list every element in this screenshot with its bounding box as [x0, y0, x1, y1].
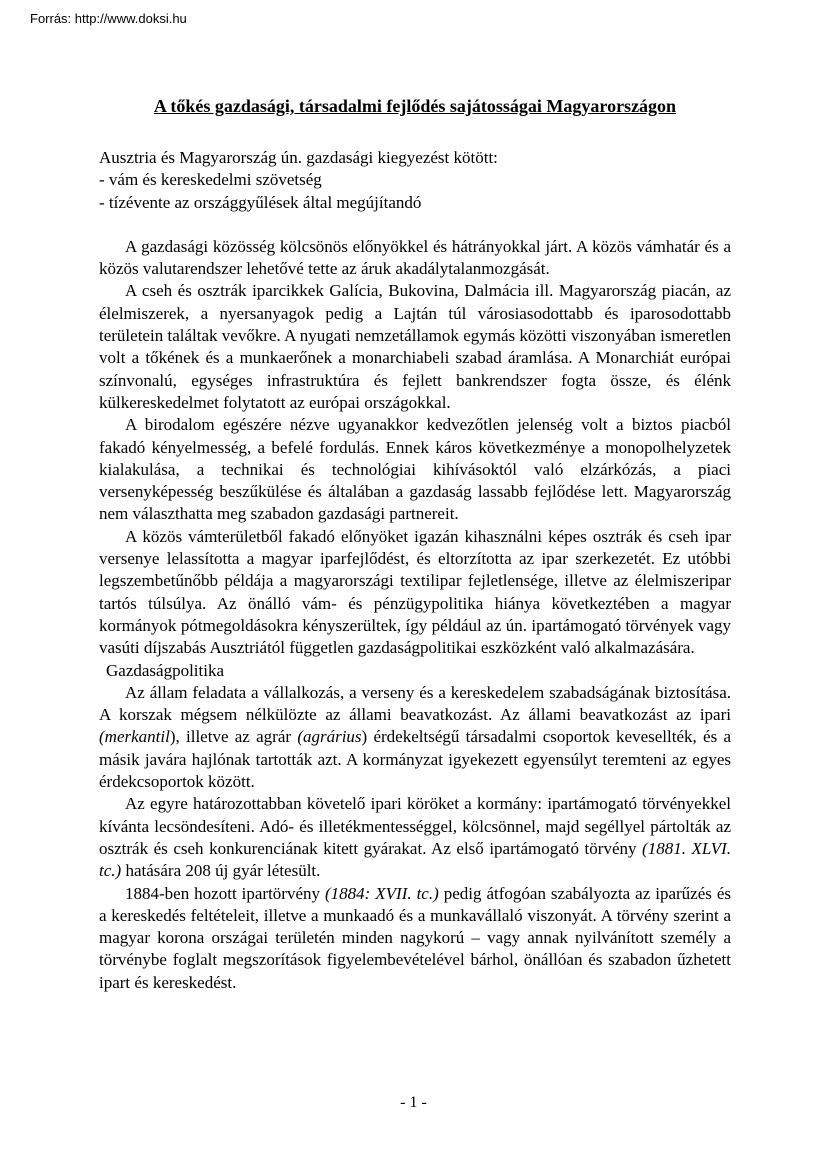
paragraph: Az egyre határozottabban követelő ipari köröket a kormány: ipartámogató törvényekkel kívánta lecsöndesíteni. Adó- és illetékmentességgel, kölcsönnel, majd segéllyel pártolták az osztrák és cseh konkurenciának kitett gyárakat. Az első ipartámogató törvény (1881. XLVI. tc.) hatására 208 új gyár létesült. — [99, 794, 732, 881]
paragraph: 1884-ben hozott ipartörvény (1884: XVII. tc.) pedig átfogóan szabályozta az iparűzés és a kereskedés feltételeit, illetve a munkaadó és a munkavállaló viszonyát. A törvény szerint a magyar korona országai területén minden nagykorú – vagy annak nyilvánított személy a törvénybe foglalt megszorítások figyelembevételével bárhol, önállóan és szabadon űzhetett ipart és kereskedést. — [99, 883, 732, 992]
spacer — [99, 214, 731, 236]
line: Ausztria és Magyarország ún. gazdasági kiegyezést kötött: — [99, 148, 498, 167]
paragraph: A birodalom egészére nézve ugyanakkor kedvezőtlen jelenség volt a biztos piacból fakadó kényelmesség, a befelé fordulás. Ennek káros következménye a monopolhelyzetek kialakulása, a technikai és technológiai kihívásoktól való elzárkózás, a piaci versenyképesség beszűkülése és általában a gazdaság lassabb fejlődése lett. Magyarország nem választhatta meg szabadon gazdasági partnereit. — [99, 415, 731, 524]
document-column — [99, 94, 731, 994]
line: - vám és kereskedelmi szövetség — [99, 170, 322, 190]
source-note: Forrás: http://www.doksi.hu — [30, 11, 187, 26]
page-title: A tőkés gazdasági, társadalmi fejlődés sajátosságai Magyarországon — [153, 96, 677, 116]
line: - tízévente az országgyűlések által megújítandó — [99, 192, 422, 212]
paragraph: A gazdasági közösség kölcsönös előnyökkel és hátrányokkal járt. A közös vámhatár és a közös valutarendszer lehetővé tette az áruk akadálytalanmozgását. — [99, 236, 731, 279]
page-number: - 1 - — [400, 1094, 427, 1111]
paragraph: A cseh és osztrák iparcikkek Galícia, Bukovina, Dalmácia ill. Magyarország piacán, az élelmiszerek, a nyersanyagok pedig a Lajtán túl városiasodottabb és iparosodottabb területein találtak vevőkre. A nyugati nemzetállamok egymás közötti viszonyában ismeretlen volt a tőkének és a munkaerőnek a monarchiabeli szabad áramlása. A Monarchiát európai színvonalú, egységes infrastruktúra és fejlett bankrendszer fogta össze, és élénk külkereskedelmet folytatott az európai országokkal. — [99, 281, 731, 412]
subheading: Gazdaságpolitika — [106, 660, 225, 680]
paragraph: A közös vámterületből fakadó előnyöket igazán kihasználni képes osztrák és cseh ipar versenye lelassította a magyar iparfejlődést, és eltorzította az ipar szerkezetét. Ez utóbbi legszembetűnőbb példája a magyarországi textilipar fejletlensége, illetve az élelmiszeripar tartós túlsúlya. Az önálló vám- és pénzügypolitika hiánya következtében a magyar kormányok pótmegoldásokra kényszerültek, így például az ún. ipartámogató törvények vagy vasúti díjszabás Ausztriától független gazdaságpolitikai eszközként való alkalmazására. — [99, 526, 731, 658]
paragraph: Az állam feladata a vállalkozás, a verseny és a kereskedelem szabadságának biztosítása. A korszak mégsem nélkülözte az állami beavatkozást. Az állami beavatkozást az ipari (merkantil), illetve az agrár (agrárius) érdekeltségű társadalmi csoportok kevesellték, és a másik javára hajlónak tartották azt. A kormányzat igyekezett egyensúlyt teremteni az egyes érdekcsoportok között. — [99, 682, 731, 792]
document-body — [99, 147, 731, 994]
